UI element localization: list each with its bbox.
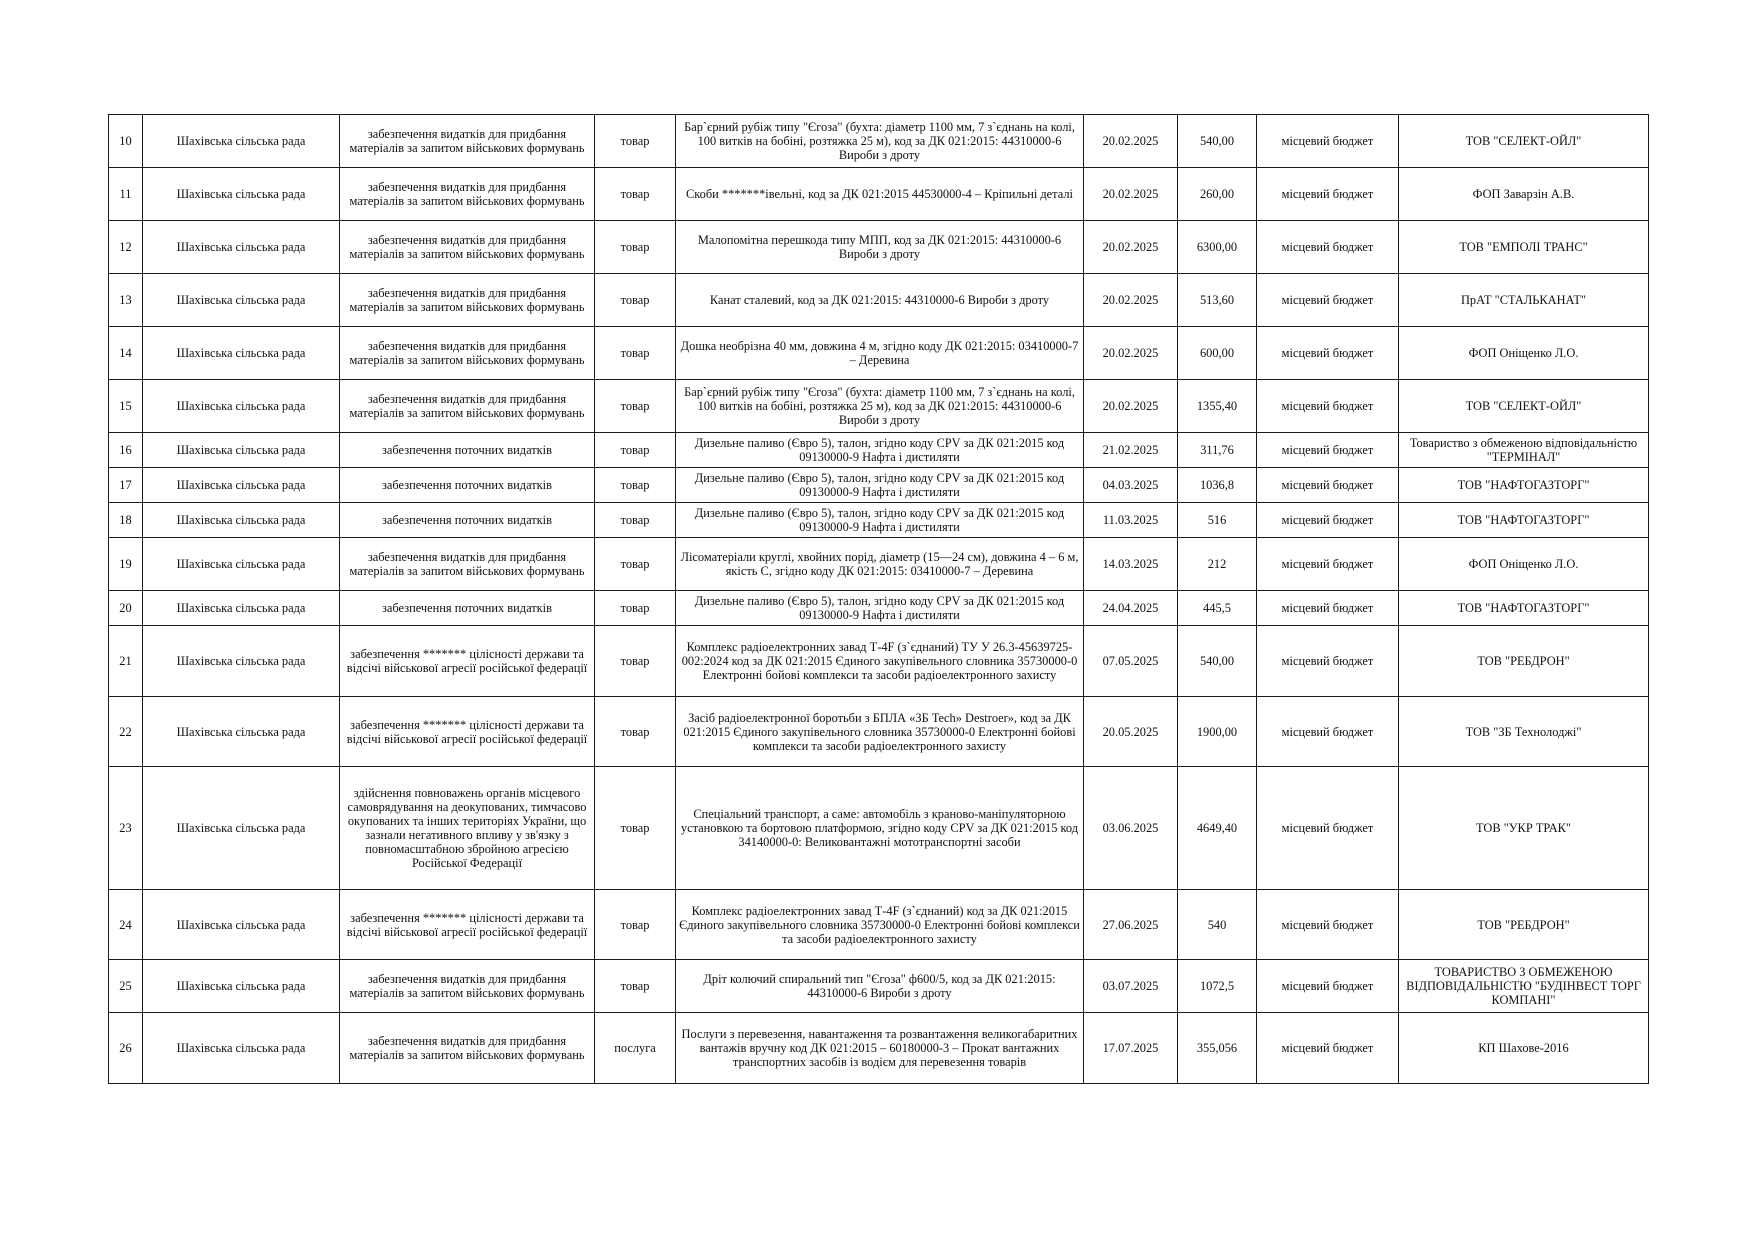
customer-cell: Шахівська сільська рада xyxy=(143,1013,340,1084)
description-cell: Послуги з перевезення, навантаження та розвантаження великогабаритних вантажів вручну код ДК 021:2015 – 60180000-3 – Прокат вантажних транспортних засобів із водієм для перевезення товарів xyxy=(676,1013,1084,1084)
amount-cell: 4649,40 xyxy=(1178,767,1257,890)
date-cell: 20.02.2025 xyxy=(1084,380,1178,433)
table-row xyxy=(109,468,1649,503)
row-number: 15 xyxy=(109,380,143,433)
date-cell: 11.03.2025 xyxy=(1084,503,1178,538)
date-cell: 17.07.2025 xyxy=(1084,1013,1178,1084)
funding-source-cell: місцевий бюджет xyxy=(1257,433,1399,468)
purpose-cell: забезпечення ******* цілісності держави та відсічі військової агресії російської федерації xyxy=(340,890,595,960)
purpose-cell: забезпечення поточних видатків xyxy=(340,433,595,468)
supplier-cell: ТОВ "НАФТОГАЗТОРГ" xyxy=(1399,503,1649,538)
description-cell: Бар`єрний рубіж типу "Єгоза" (бухта: діаметр 1100 мм, 7 з`єднань на колі, 100 витків на бобіні, розтяжка 25 м), код за ДК 021:2015: 44310000-6 Вироби з дроту xyxy=(676,115,1084,168)
supplier-cell: ТОВ "ЕМПОЛІ ТРАНС" xyxy=(1399,221,1649,274)
date-cell: 03.06.2025 xyxy=(1084,767,1178,890)
customer-cell: Шахівська сільська рада xyxy=(143,168,340,221)
funding-source-cell: місцевий бюджет xyxy=(1257,168,1399,221)
row-number: 26 xyxy=(109,1013,143,1084)
type-cell: товар xyxy=(595,433,676,468)
table-row xyxy=(109,626,1649,697)
amount-cell: 540,00 xyxy=(1178,115,1257,168)
amount-cell: 6300,00 xyxy=(1178,221,1257,274)
description-cell: Дріт колючий спиральний тип "Єгоза" ф600/5, код за ДК 021:2015: 44310000-6 Вироби з дроту xyxy=(676,960,1084,1013)
funding-source-cell: місцевий бюджет xyxy=(1257,538,1399,591)
table-row xyxy=(109,380,1649,433)
type-cell: товар xyxy=(595,890,676,960)
date-cell: 14.03.2025 xyxy=(1084,538,1178,591)
description-cell: Дошка необрізна 40 мм, довжина 4 м, згідно коду ДК 021:2015: 03410000-7 – Деревина xyxy=(676,327,1084,380)
table-row xyxy=(109,1013,1649,1084)
row-number: 10 xyxy=(109,115,143,168)
purpose-cell: забезпечення видатків для придбання матеріалів за запитом військових формувань xyxy=(340,221,595,274)
description-cell: Канат сталевий, код за ДК 021:2015: 44310000-6 Вироби з дроту xyxy=(676,274,1084,327)
supplier-cell: ФОП Оніщенко Л.О. xyxy=(1399,538,1649,591)
purpose-cell: забезпечення ******* цілісності держави та відсічі військової агресії російської федерації xyxy=(340,626,595,697)
table-row xyxy=(109,503,1649,538)
description-cell: Комплекс радіоелектронних завад Т-4F (з`єднаний) ТУ У 26.3-45639725-002:2024 код за ДК 021:2015 Єдиного закупівельного словника 35730000-0 Електронні бойові комплекси та засоби радіоелектронного захисту xyxy=(676,626,1084,697)
supplier-cell: ТОВ "СЕЛЕКТ-ОЙЛ" xyxy=(1399,380,1649,433)
amount-cell: 1072,5 xyxy=(1178,960,1257,1013)
type-cell: товар xyxy=(595,168,676,221)
row-number: 22 xyxy=(109,697,143,767)
customer-cell: Шахівська сільська рада xyxy=(143,327,340,380)
funding-source-cell: місцевий бюджет xyxy=(1257,221,1399,274)
row-number: 11 xyxy=(109,168,143,221)
row-number: 12 xyxy=(109,221,143,274)
type-cell: послуга xyxy=(595,1013,676,1084)
customer-cell: Шахівська сільська рада xyxy=(143,380,340,433)
row-number: 13 xyxy=(109,274,143,327)
table-row xyxy=(109,274,1649,327)
supplier-cell: Товариство з обмеженою відповідальністю "ТЕРМІНАЛ" xyxy=(1399,433,1649,468)
amount-cell: 445,5 xyxy=(1178,591,1257,626)
table-row xyxy=(109,697,1649,767)
funding-source-cell: місцевий бюджет xyxy=(1257,697,1399,767)
row-number: 20 xyxy=(109,591,143,626)
supplier-cell: ПрАТ "СТАЛЬКАНАТ" xyxy=(1399,274,1649,327)
row-number: 24 xyxy=(109,890,143,960)
row-number: 18 xyxy=(109,503,143,538)
customer-cell: Шахівська сільська рада xyxy=(143,767,340,890)
funding-source-cell: місцевий бюджет xyxy=(1257,767,1399,890)
customer-cell: Шахівська сільська рада xyxy=(143,538,340,591)
amount-cell: 1900,00 xyxy=(1178,697,1257,767)
amount-cell: 212 xyxy=(1178,538,1257,591)
customer-cell: Шахівська сільська рада xyxy=(143,626,340,697)
customer-cell: Шахівська сільська рада xyxy=(143,890,340,960)
description-cell: Дизельне паливо (Євро 5), талон, згідно коду CPV за ДК 021:2015 код 09130000-9 Нафта і дистиляти xyxy=(676,468,1084,503)
date-cell: 20.02.2025 xyxy=(1084,274,1178,327)
date-cell: 20.02.2025 xyxy=(1084,327,1178,380)
customer-cell: Шахівська сільська рада xyxy=(143,274,340,327)
row-number: 21 xyxy=(109,626,143,697)
amount-cell: 600,00 xyxy=(1178,327,1257,380)
purpose-cell: забезпечення видатків для придбання матеріалів за запитом військових формувань xyxy=(340,538,595,591)
funding-source-cell: місцевий бюджет xyxy=(1257,115,1399,168)
purpose-cell: забезпечення видатків для придбання матеріалів за запитом військових формувань xyxy=(340,274,595,327)
description-cell: Спеціальний транспорт, а саме: автомобіль з краново-маніпуляторною установкою та бортовою платформою, згідно коду CPV за ДК 021:2015 код 34140000-0: Великовантажні мототранспортні засоби xyxy=(676,767,1084,890)
type-cell: товар xyxy=(595,221,676,274)
row-number: 14 xyxy=(109,327,143,380)
procurement-table xyxy=(108,114,1649,1084)
customer-cell: Шахівська сільська рада xyxy=(143,221,340,274)
row-number: 25 xyxy=(109,960,143,1013)
purpose-cell: забезпечення поточних видатків xyxy=(340,503,595,538)
purpose-cell: забезпечення видатків для придбання матеріалів за запитом військових формувань xyxy=(340,960,595,1013)
amount-cell: 516 xyxy=(1178,503,1257,538)
type-cell: товар xyxy=(595,274,676,327)
table-row xyxy=(109,767,1649,890)
customer-cell: Шахівська сільська рада xyxy=(143,960,340,1013)
supplier-cell: ТОВ "СЕЛЕКТ-ОЙЛ" xyxy=(1399,115,1649,168)
supplier-cell: ТОВ "РЕБДРОН" xyxy=(1399,890,1649,960)
amount-cell: 540,00 xyxy=(1178,626,1257,697)
supplier-cell: ТОВ "НАФТОГАЗТОРГ" xyxy=(1399,591,1649,626)
supplier-cell: КП Шахове-2016 xyxy=(1399,1013,1649,1084)
type-cell: товар xyxy=(595,468,676,503)
funding-source-cell: місцевий бюджет xyxy=(1257,274,1399,327)
description-cell: Скоби *******івельні, код за ДК 021:2015 44530000-4 – Кріпильні деталі xyxy=(676,168,1084,221)
table-row xyxy=(109,168,1649,221)
amount-cell: 311,76 xyxy=(1178,433,1257,468)
date-cell: 20.02.2025 xyxy=(1084,115,1178,168)
funding-source-cell: місцевий бюджет xyxy=(1257,380,1399,433)
supplier-cell: ТОВ "ЗБ Технолоджі" xyxy=(1399,697,1649,767)
supplier-cell: ТОВАРИСТВО З ОБМЕЖЕНОЮ ВІДПОВІДАЛЬНІСТЮ "БУДІНВЕСТ ТОРГ КОМПАНІ" xyxy=(1399,960,1649,1013)
description-cell: Бар`єрний рубіж типу "Єгоза" (бухта: діаметр 1100 мм, 7 з`єднань на колі, 100 витків на бобіні, розтяжка 25 м), код за ДК 021:2015: 44310000-6 Вироби з дроту xyxy=(676,380,1084,433)
funding-source-cell: місцевий бюджет xyxy=(1257,1013,1399,1084)
description-cell: Комплекс радіоелектронних завад Т-4F (з`єднаний) код за ДК 021:2015 Єдиного закупівельного словника 35730000-0 Електронні бойові комплекси та засоби радіоелектронного захисту xyxy=(676,890,1084,960)
table-row xyxy=(109,433,1649,468)
funding-source-cell: місцевий бюджет xyxy=(1257,626,1399,697)
row-number: 16 xyxy=(109,433,143,468)
table-row xyxy=(109,327,1649,380)
customer-cell: Шахівська сільська рада xyxy=(143,115,340,168)
row-number: 23 xyxy=(109,767,143,890)
description-cell: Малопомітна перешкода типу МПП, код за ДК 021:2015: 44310000-6 Вироби з дроту xyxy=(676,221,1084,274)
type-cell: товар xyxy=(595,538,676,591)
date-cell: 04.03.2025 xyxy=(1084,468,1178,503)
supplier-cell: ФОП Заварзін А.В. xyxy=(1399,168,1649,221)
customer-cell: Шахівська сільська рада xyxy=(143,591,340,626)
table-row xyxy=(109,221,1649,274)
supplier-cell: ТОВ "УКР ТРАК" xyxy=(1399,767,1649,890)
description-cell: Дизельне паливо (Євро 5), талон, згідно коду CPV за ДК 021:2015 код 09130000-9 Нафта і дистиляти xyxy=(676,433,1084,468)
type-cell: товар xyxy=(595,767,676,890)
customer-cell: Шахівська сільська рада xyxy=(143,468,340,503)
amount-cell: 540 xyxy=(1178,890,1257,960)
funding-source-cell: місцевий бюджет xyxy=(1257,503,1399,538)
funding-source-cell: місцевий бюджет xyxy=(1257,960,1399,1013)
table-row xyxy=(109,591,1649,626)
purpose-cell: забезпечення видатків для придбання матеріалів за запитом військових формувань xyxy=(340,1013,595,1084)
description-cell: Засіб радіоелектронної боротьби з БПЛА «ЗБ Tech» Destroer», код за ДК 021:2015 Єдиного закупівельного словника 35730000-0 Електронні бойові комплекси та засоби радіоелектронного захисту xyxy=(676,697,1084,767)
type-cell: товар xyxy=(595,697,676,767)
type-cell: товар xyxy=(595,115,676,168)
description-cell: Дизельне паливо (Євро 5), талон, згідно коду CPV за ДК 021:2015 код 09130000-9 Нафта і дистиляти xyxy=(676,503,1084,538)
type-cell: товар xyxy=(595,626,676,697)
funding-source-cell: місцевий бюджет xyxy=(1257,468,1399,503)
customer-cell: Шахівська сільська рада xyxy=(143,503,340,538)
date-cell: 24.04.2025 xyxy=(1084,591,1178,626)
purpose-cell: забезпечення ******* цілісності держави та відсічі військової агресії російської федерації xyxy=(340,697,595,767)
purpose-cell: забезпечення поточних видатків xyxy=(340,468,595,503)
purpose-cell: забезпечення видатків для придбання матеріалів за запитом військових формувань xyxy=(340,168,595,221)
purpose-cell: забезпечення видатків для придбання матеріалів за запитом військових формувань xyxy=(340,115,595,168)
date-cell: 20.05.2025 xyxy=(1084,697,1178,767)
purpose-cell: здійснення повноважень органів місцевого самоврядування на деокупованих, тимчасово окупованих та інших територіях України, що зазнали негативного впливу у зв'язку з повномасштабною збройною агресією Російської Федерації xyxy=(340,767,595,890)
date-cell: 27.06.2025 xyxy=(1084,890,1178,960)
date-cell: 20.02.2025 xyxy=(1084,168,1178,221)
type-cell: товар xyxy=(595,591,676,626)
amount-cell: 1036,8 xyxy=(1178,468,1257,503)
date-cell: 07.05.2025 xyxy=(1084,626,1178,697)
amount-cell: 260,00 xyxy=(1178,168,1257,221)
table-row xyxy=(109,890,1649,960)
amount-cell: 513,60 xyxy=(1178,274,1257,327)
amount-cell: 355,056 xyxy=(1178,1013,1257,1084)
customer-cell: Шахівська сільська рада xyxy=(143,697,340,767)
customer-cell: Шахівська сільська рада xyxy=(143,433,340,468)
funding-source-cell: місцевий бюджет xyxy=(1257,327,1399,380)
date-cell: 20.02.2025 xyxy=(1084,221,1178,274)
funding-source-cell: місцевий бюджет xyxy=(1257,591,1399,626)
row-number: 17 xyxy=(109,468,143,503)
purpose-cell: забезпечення поточних видатків xyxy=(340,591,595,626)
type-cell: товар xyxy=(595,327,676,380)
date-cell: 03.07.2025 xyxy=(1084,960,1178,1013)
purpose-cell: забезпечення видатків для придбання матеріалів за запитом військових формувань xyxy=(340,327,595,380)
row-number: 19 xyxy=(109,538,143,591)
supplier-cell: ТОВ "НАФТОГАЗТОРГ" xyxy=(1399,468,1649,503)
supplier-cell: ФОП Оніщенко Л.О. xyxy=(1399,327,1649,380)
table-row xyxy=(109,960,1649,1013)
description-cell: Лісоматеріали круглі, хвойних порід, діаметр (15—24 см), довжина 4 – 6 м, якість С, згідно коду ДК 021:2015: 03410000-7 – Деревина xyxy=(676,538,1084,591)
funding-source-cell: місцевий бюджет xyxy=(1257,890,1399,960)
type-cell: товар xyxy=(595,380,676,433)
amount-cell: 1355,40 xyxy=(1178,380,1257,433)
purpose-cell: забезпечення видатків для придбання матеріалів за запитом військових формувань xyxy=(340,380,595,433)
date-cell: 21.02.2025 xyxy=(1084,433,1178,468)
supplier-cell: ТОВ "РЕБДРОН" xyxy=(1399,626,1649,697)
table-row xyxy=(109,115,1649,168)
type-cell: товар xyxy=(595,503,676,538)
type-cell: товар xyxy=(595,960,676,1013)
table-row xyxy=(109,538,1649,591)
description-cell: Дизельне паливо (Євро 5), талон, згідно коду CPV за ДК 021:2015 код 09130000-9 Нафта і дистиляти xyxy=(676,591,1084,626)
